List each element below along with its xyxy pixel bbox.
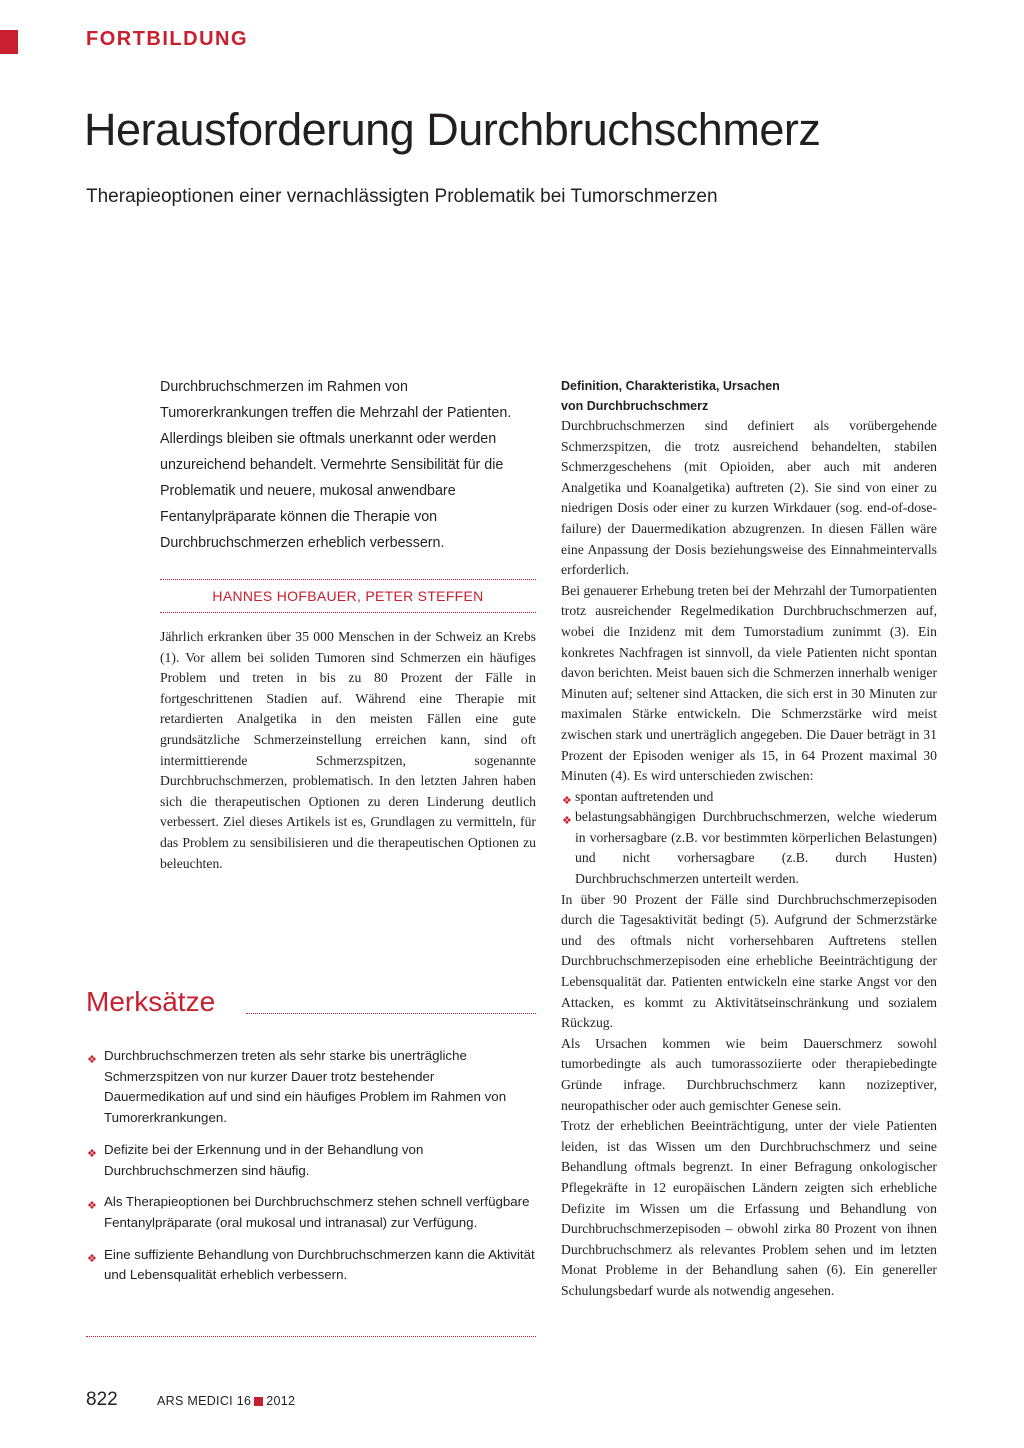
section-marker — [0, 30, 18, 54]
dotted-divider — [246, 1013, 536, 1014]
authors: HANNES HOFBAUER, PETER STEFFEN — [160, 579, 536, 613]
page-number: 822 — [86, 1389, 118, 1410]
list-item: ❖ Defizite bei der Erkennung und in der Behandlung von Durchbruchschmerzen sind häufig. — [87, 1141, 424, 1178]
diamond-bullet-icon: ❖ — [87, 1053, 97, 1066]
bullet-list — [561, 787, 937, 890]
paragraph: Bei genauerer Erhebung treten bei der Mehrzahl der Tumorpatienten trotz ausreichender Regelmedikation Durchbruchschmerzen auf, wobei die Inzidenz mit dem Tumorstadium zunimmt (3). Ein konkretes Nachfragen ist sinnvoll, da viele Patienten nicht spontan davon berichten. Meist bauen sich die Schmerzen innerhalb weniger Minuten auf; seltener sind Attacken, die sich erst in 30 Minuten zur maximalen Stärke entwickeln. Die Schmerzstärke wird meist zwischen stark und unerträglich angegeben. Die Dauer beträgt in 31 Prozent der Episoden weniger als 15, in 64 Prozent maximal 30 Minuten (4). Es wird unterschieden zwischen: — [561, 582, 937, 784]
journal-footer — [157, 1394, 295, 1408]
merksaetze-title: Merksätze — [86, 986, 223, 1017]
merksaetze-list — [86, 1046, 536, 1297]
right-column — [561, 376, 937, 1302]
list-item: ❖ Eine suffiziente Behandlung von Durchbruchschmerzen kann die Aktivität und Lebensqualität erheblich verbessern. — [87, 1246, 535, 1283]
paragraph: In über 90 Prozent der Fälle sind Durchbruchschmerzepisoden durch die Tagesaktivität bedingt (5). Aufgrund der Schmerzstärke und des oftmals nicht vorhersehbaren Auftretens stellen Durchbruchschmerzepisoden eine erhebliche Beeinträchtigung der Lebensqualität dar. Patienten entwickeln eine starke Angst vor den Attacken, es kommt zu Aktivitätseinschränkung und sozialem Rückzug. — [561, 891, 937, 1031]
diamond-bullet-icon: ❖ — [87, 1199, 97, 1213]
journal-year: 2012 — [266, 1394, 296, 1408]
paragraph: Durchbruchschmerzen sind definiert als vorübergehende Schmerzspitzen, die trotz ausreichend behandelten, stabilen Schmerzgeschehens (mit Opioiden, aber auch mit anderen Analgetika und Koanalgetika) auftreten (2). Sie sind von einer zu niedrigen Dosis oder einer zu kurzen Wirkdauer (sog. end-of-dose-failure) der Dauermedikation abzugrenzen. In diesen Fällen wäre eine Anpassung der Dosis beziehungsweise des Einnahmeintervalls erforderlich. — [561, 418, 937, 578]
left-column — [160, 374, 536, 874]
diamond-bullet-icon: ❖ — [87, 1146, 97, 1160]
list-item: ❖ belastungsabhängigen Durchbruchschmerzen, welche wiederum in vorhersagbare (z.B. vor bestimmten körperlichen Belastungen) und nicht vorhersagbare (z.B. durch Husten) Durchbruchschmerzen unterteilt werden. — [562, 809, 937, 887]
paragraph: Trotz der erheblichen Beeinträchtigung, unter der viele Patienten leiden, ist das Wissen um den Durchbruchschmerz und seine Behandlung oftmals begrenzt. In einer Befragung onkologischer Pflegekräfte in 12 europäischen Ländern zeigten sich erhebliche Defizite im Wissen um die Erfassung und Behandlung von Durchbruchschmerzepisoden – obwohl zirka 80 Prozent von ihnen Durchbruchschmerz als relevantes Problem sehen und im letzten Monat Probleme in der Behandlung sahen (6). Ein genereller Schulungsbedarf wurde als notwendig angesehen. — [561, 1118, 937, 1298]
intro-paragraph: Jährlich erkranken über 35 000 Menschen in der Schweiz an Krebs (1). Vor allem bei soliden Tumoren sind Schmerzen ein häufiges Problem und treten in bis zu 80 Prozent der Fälle in fortgeschrittenen Stadien auf. Während eine Therapie mit retardierten Analgetika in den meisten Fällen eine gute grundsätzliche Schmerzeinstellung erreichen kann, sind oft intermittierende Schmerzspitzen, sogenannte Durchbruchschmerzen, problematisch. In den letzten Jahren haben sich die therapeutischen Optionen zu deren Linderung deutlich verbessert. Ziel dieses Artikels ist es, Grundlagen zu vermitteln, für das Problem zu sensibilisieren und die therapeutischen Optionen zu beleuchten. — [160, 629, 536, 871]
diamond-bullet-icon: ❖ — [87, 1251, 97, 1265]
article-title: Herausforderung Durchbruchschmerz — [84, 104, 821, 155]
section-heading-line1: Definition, Charakteristika, Ursachen — [561, 379, 780, 393]
section-label: FORTBILDUNG — [86, 28, 249, 50]
article-lead: Durchbruchschmerzen im Rahmen von Tumorerkrankungen treffen die Mehrzahl der Patienten. Allerdings bleiben sie oftmals unerkannt oder werden unzureichend behandelt. Vermehrte Sensibilität für die Problematik und neuere, mukosal anwendbare Fentanylpräparate können die Therapie von Durchbruchschmerzen erheblich verbessern. — [160, 379, 512, 551]
square-separator-icon — [254, 1397, 263, 1406]
paragraph: Als Ursachen kommen wie beim Dauerschmerz sowohl tumorbedingte als auch tumorassoziierte oder therapiebedingte Gründe infrage. Durchbruchschmerz kann nozizeptiver, neuropathischer oder auch gemischter Genese sein. — [561, 1035, 937, 1113]
list-item: ❖ Als Therapieoptionen bei Durchbruchschmerz stehen schnell verfügbare Fentanylpräparate (oral mukosal und intranasal) zur Verfügung. — [87, 1194, 530, 1230]
article-subtitle: Therapieoptionen einer vernachlässigten Problematik bei Tumorschmerzen — [86, 186, 718, 207]
section-heading — [561, 376, 937, 416]
diamond-bullet-icon: ❖ — [562, 814, 572, 828]
list-item: ❖ Durchbruchschmerzen treten als sehr starke bis unerträgliche Schmerzspitzen von nur kurzer Dauer trotz bestehender Dauermedikation auf und sind ein häufiges Problem im Rahmen von Tumorerkrankungen. — [87, 1048, 507, 1126]
diamond-bullet-icon: ❖ — [562, 793, 572, 807]
merksaetze-header — [86, 986, 536, 1026]
dotted-divider — [86, 1336, 536, 1337]
journal-name: ARS MEDICI 16 — [157, 1394, 252, 1408]
section-heading-line2: von Durchbruchschmerz — [561, 399, 709, 413]
list-item: ❖ spontan auftretenden und — [561, 787, 937, 808]
